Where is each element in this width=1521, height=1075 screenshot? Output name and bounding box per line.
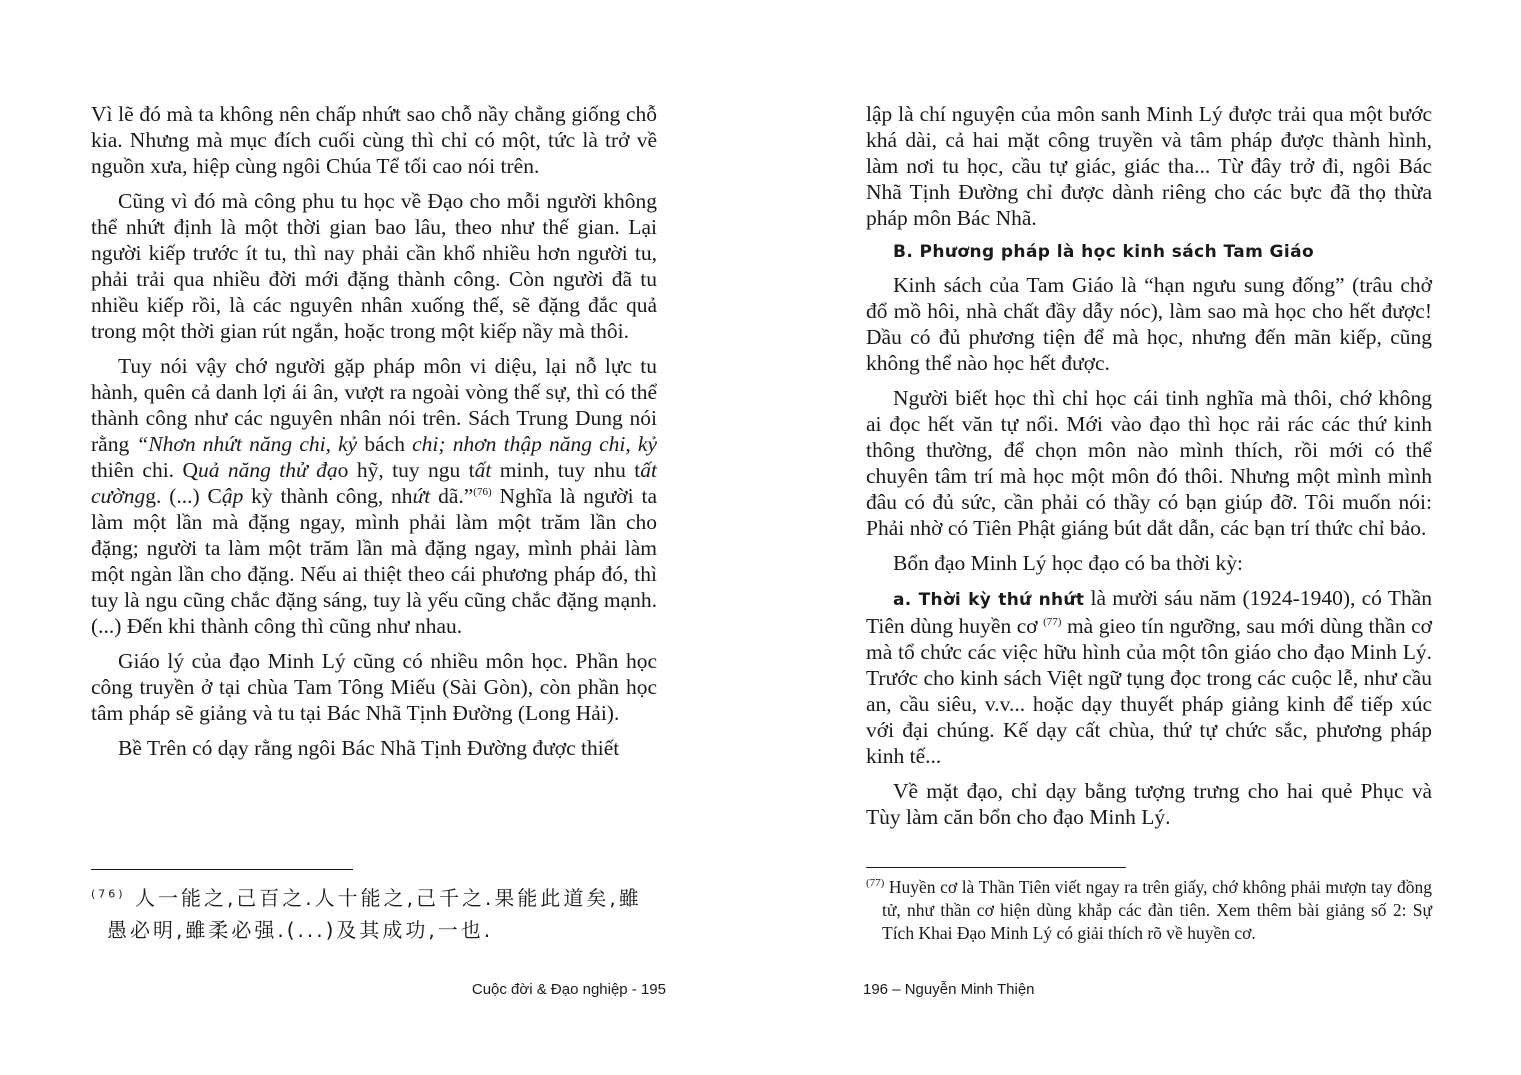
text-run: bách <box>357 432 413 456</box>
page-footer-right: 196 – Nguyễn Minh Thiện <box>863 981 1035 998</box>
period-label: a. Thời kỳ thứ nhứt <box>893 590 1085 610</box>
paragraph: Bề Trên có dạy rằng ngôi Bác Nhã Tịnh Đường được thiết <box>118 736 620 760</box>
footnote-italic: Sự Tích Khai Đạo Minh Lý <box>882 900 1432 943</box>
text-run: o hỹ, tuy ngu t <box>337 458 475 482</box>
footnote-body: 人一能之,己百之.人十能之,己千之.果能此道矣,雖愚必明,雖柔必强.(...)及其成功,一也. <box>107 886 642 942</box>
paragraph: Người biết học thì chỉ học cái tinh nghĩa mà thôi, chớ không ai đọc hết văn tự nổi. Mới vào đạo thì học rải rác các thứ kinh thông thường, để chọn môn nào mình thích, rồi mới có thể chuyên tâm trí mà học một môn đó thôi. Nhưng một mình mình đâu có đủ sức, cần phải có thầy có bạn giúp đỡ. Tôi muốn nói: Phải nhờ có Tiên Phật giáng bút dắt dẫn, các bạn trí thức chỉ bảo. <box>866 386 1432 540</box>
paragraph: Kinh sách của Tam Giáo là “hạn ngưu sung đống” (trâu chở đổ mồ hôi, nhà chất đầy dẫy nóc), làm sao mà học cho hết được! Dầu có đủ phương tiện để mà học, nhưng đến mãn kiếp, cũng không thể nào học hết được. <box>866 273 1432 375</box>
italic-run: “Nhơn nhứt năng chi, kỷ <box>136 432 358 456</box>
footnote-ref-76[interactable]: (76) <box>473 485 492 498</box>
paragraph: Về mặt đạo, chỉ dạy bằng tượng trưng cho hai quẻ Phục và Tùy làm căn bổn cho đạo Minh Lý. <box>866 779 1432 829</box>
left-page-body <box>91 101 657 770</box>
text-run: dã.” <box>430 484 474 508</box>
footnote-ref-77[interactable]: (77) <box>1043 615 1062 628</box>
right-page <box>760 0 1521 1075</box>
left-page <box>0 0 760 1075</box>
italic-run: ập <box>221 484 244 508</box>
text-run: kỳ thành công, nh <box>243 484 413 508</box>
right-page-body <box>866 101 1432 839</box>
footnote-divider <box>866 867 1126 868</box>
text-run: thiên chi. Q <box>91 458 198 482</box>
footnote-text <box>91 882 657 946</box>
footnote-body: Huyền cơ là Thần Tiên viết ngay ra trên giấy, chớ không phải mượn tay đồng tử, như thần cơ hiện dùng khắp các đàn tiên. Xem thêm bài giảng số 2: <box>882 877 1432 920</box>
footnote-77 <box>866 876 1432 945</box>
italic-run: ất <box>474 458 492 482</box>
paragraph: Cũng vì đó mà công phu tu học về Đạo cho mỗi người không thể nhứt định là một thời gian bao lâu, theo như thế gian. Lại người kiếp trước ít tu, thì nay phải cần khổ nhiều hơn người tu, phải trải qua nhiều đời mới đặng thành công. Còn người đã tu nhiều kiếp rồi, là các nguyên nhân xuống thế, sẽ đặng đắc quả trong một thời gian rút ngắn, hoặc trong một kiếp nầy mà thôi. <box>91 189 657 343</box>
text-run: g. (...) C <box>145 484 222 508</box>
text-run: là mười sáu năm (1924-1940), có Thần Tiên dùng huyền cơ <box>866 586 1432 638</box>
paragraph: lập là chí nguyện của môn sanh Minh Lý được trải qua một bước khá dài, cả hai mặt công truyền và tâm pháp được thành hình, làm nơi tu học, cầu tự giác, giác tha... Từ đây trở đi, ngôi Bác Nhã Tịnh Đường chỉ được dành riêng cho các bực đã thọ thừa pháp môn Bác Nhã. <box>866 102 1432 230</box>
page-footer-left: Cuộc đời & Đạo nghiệp - 195 <box>471 981 666 998</box>
text-run: Tuy nói vậy chớ người gặp pháp môn vi diệu, lại nỗ lực tu hành, quên cả danh lợi ái ân, vượt ra ngoài vòng thế sự, thì có thể thành công như các nguyên nhân nói trên. Sách Trung Dung nói rằng <box>91 354 657 456</box>
text-run: Nghĩa là người ta làm một lần mà đặng ngay, mình phải làm một trăm lần cho đặng; người ta làm một trăm lần mà đặng ngay, mình phải làm một ngàn lần cho đặng. Nếu ai thiệt theo cái phương pháp đó, thì tuy là ngu cũng chắc đặng sáng, tuy là yếu cũng chắc đặng mạnh. (...) Đến khi thành công thì cũng như nhau. <box>91 484 657 638</box>
italic-run: ất cường <box>91 458 657 508</box>
footnote-number: (76) <box>91 887 126 901</box>
paragraph: Vì lẽ đó mà ta không nên chấp nhứt sao chỗ nầy chẳng giống chỗ kia. Nhưng mà mục đích cuối cùng thì chỉ có một, tức là trở về nguồn xưa, hiệp cùng ngôi Chúa Tể tối cao nói trên. <box>91 102 657 178</box>
text-run: mà gieo tín ngưỡng, sau mới dùng thần cơ mà tổ chức các việc hữu hình của một tôn giáo cho đạo Minh Lý. Trước cho kinh sách Việt ngữ tụng đọc trong các cuộc lễ, như cầu an, cầu siêu, v.v... hoặc dạy thuyết pháp giảng kinh để tiếp xúc với đại chúng. Kế dạy cất chùa, thứ tự chức sắc, phương pháp kinh tế... <box>866 614 1432 768</box>
footnote-text <box>866 876 1432 945</box>
italic-run: ứt <box>412 484 431 508</box>
paragraph <box>91 353 657 639</box>
footnote-76 <box>91 882 657 946</box>
italic-run: chi; nhơn thập năng chi, kỷ <box>412 432 658 456</box>
text-run: minh, tuy nhu t <box>491 458 641 482</box>
footnote-number: (77) <box>866 877 885 890</box>
paragraph: Bổn đạo Minh Lý học đạo có ba thời kỳ: <box>893 551 1243 575</box>
italic-run: uả năng thử đạ <box>197 458 338 482</box>
section-heading: B. Phương pháp là học kinh sách Tam Giáo <box>893 242 1315 262</box>
paragraph <box>866 585 1432 769</box>
paragraph: Giáo lý của đạo Minh Lý cũng có nhiều môn học. Phần học công truyền ở tại chùa Tam Tông Miếu (Sài Gòn), còn phần học tâm pháp sẽ giảng và tu tại Bác Nhã Tịnh Đường (Long Hải). <box>91 649 657 725</box>
footnote-body: có giải thích rõ về huyền cơ. <box>1052 923 1256 943</box>
footnote-divider <box>91 869 353 870</box>
